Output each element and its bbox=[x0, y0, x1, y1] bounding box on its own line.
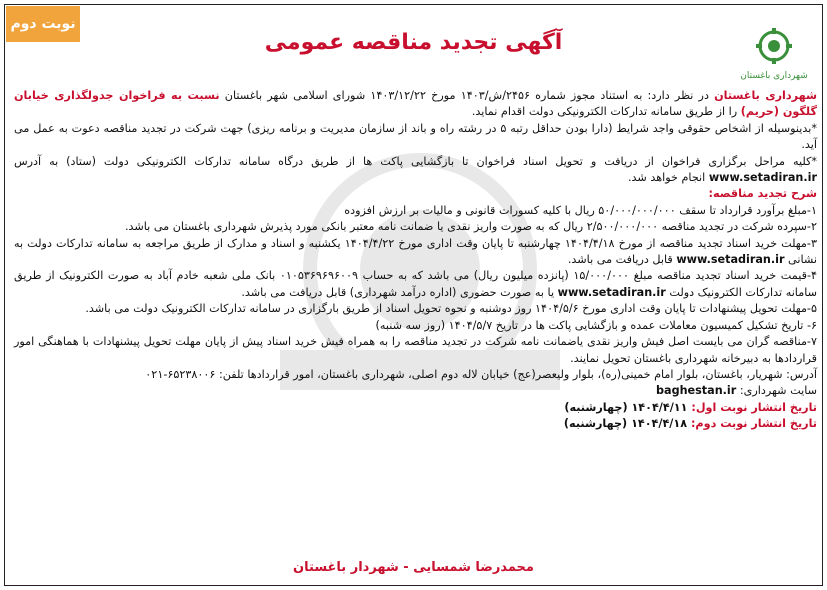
section-title: شرح تجدید مناقصه: bbox=[708, 187, 817, 201]
ad-body bbox=[14, 88, 817, 433]
item-4: ۴-قیمت خرید اسناد تجدید مناقصه مبلغ ۱۵/۰۰۰/۰۰۰ (پانزده میلیون ریال) می باشد که به حساب ۰۱۰۵۳۶۹۶۹۶۰۰۹ بانک ملی شعبه خادم آباد به صورت الکترونیک از طریق سامانه تدارکات الکترونیک دولت www.setadiran.ir یا به صورت حضوری (اداره درآمد شهرداری) قابل دریافت می باشد. bbox=[14, 269, 818, 299]
item-3: ۳-مهلت خرید اسناد تجدید مناقصه از مورخ ۱۴۰۴/۴/۱۸ چهارشنبه تا پایان وقت اداری مورخ ۱۴۰۴/۴/۲۲ یکشنبه و اسناد و مدارک از طریق مراجعه به سامانه تدارکات دولت به نشانی www.setadiran.ir قابل دریافت می باشد. bbox=[14, 236, 817, 267]
item-6: ۶- تاریخ تشکیل کمیسیون معاملات عمده و بازگشایی پاکت ها در تاریخ ۱۴۰۴/۵/۷ (روز سه شنبه) bbox=[375, 318, 817, 332]
logo-emblem-icon bbox=[756, 28, 792, 64]
website: سایت شهرداری: baghestan.ir bbox=[656, 384, 817, 398]
item-7: ۷-مناقصه گران می بایست اصل فیش واریز نقدی یاضمانت نامه شرکت در تجدید مناقصه را به همراه فیش خرید اسناد پیش از پایان مهلت تحویل پیشنهادات با هماهنگی امور قراردادها به دبیرخانه شهرداری باغستان تحویل نمایند. bbox=[14, 335, 817, 365]
publish-date-1: تاریخ انتشار نوبت اول: ۱۴۰۴/۴/۱۱ (چهارشنبه) bbox=[564, 400, 817, 414]
procedure-paragraph: *کلیه مراحل برگزاری فراخوان از دریافت و تحویل اسناد فراخوان تا بازگشایی پاکت ها از طریق درگاه سامانه تدارکات الکترونیکی دولت (ستاد) به آدرس www.setadiran.ir انجام خواهد شد. bbox=[14, 154, 817, 185]
eligibility-paragraph: *بدینوسیله از اشخاص حقوقی واجد شرایط (دارا بودن حداقل رتبه ۵ در رشته راه و باند از سازمان مدیریت و برنامه ریزی) جهت شرکت در تجدید مناقصه دعوت به عمل می آید. bbox=[14, 121, 817, 152]
item-2: ۲-سپرده شرکت در تجدید مناقصه ۲/۵۰۰/۰۰۰/۰۰۰ ریال که به صورت واریز نقدی یا ضمانت نامه معتبر بانکی مورد پذیرش شهرداری باغستان می باشد. bbox=[124, 220, 817, 234]
page-title: آگهی تجدید مناقصه عمومی bbox=[264, 30, 563, 55]
municipality-logo bbox=[739, 26, 809, 86]
item-1: ۱-مبلغ برآورد قرارداد تا سقف ۵۰/۰۰۰/۰۰۰/۰۰۰ ریال با کلیه کسورات قانونی و مالیات بر ارزش افزوده bbox=[344, 203, 817, 217]
publish-date-2: تاریخ انتشار نوبت دوم: ۱۴۰۴/۴/۱۸ (چهارشنبه) bbox=[563, 417, 817, 431]
intro-paragraph: شهرداری باغستان در نظر دارد: به استناد مجوز شماره ۲۴۵۶/ش/۱۴۰۳ مورخ ۱۴۰۳/۱۲/۲۲ شورای اسلامی شهر باغستان نسبت به فراخوان جدولگذاری خیابان گلگون (حریم) را از طریق سامانه تدارکات الکترونیکی دولت اقدام نماید. bbox=[14, 89, 817, 119]
item-5: ۵-مهلت تحویل پیشنهادات تا پایان وقت اداری مورخ ۱۴۰۴/۵/۶ روز دوشنبه و نحوه تحویل اسناد از طریق بارگزاری در سامانه تدارکات الکترونیک دولت می باشد. bbox=[85, 302, 817, 316]
address: آدرس: شهریار، باغستان، بلوار امام خمینی(ره)، بلوار ولیعصر(عج) خیابان لاله دوم اصلی، شهرداری باغستان، امور قراردادها تلفن: ۶۵۲۳۸۰۰۶-۰۲۱ bbox=[145, 367, 817, 381]
round-badge: نوبت دوم bbox=[6, 6, 80, 42]
svg-text:شهرداری باغستان: شهرداری باغستان bbox=[740, 71, 808, 81]
signature: محمدرضا شمسایی - شهردار باغستان bbox=[293, 560, 534, 575]
